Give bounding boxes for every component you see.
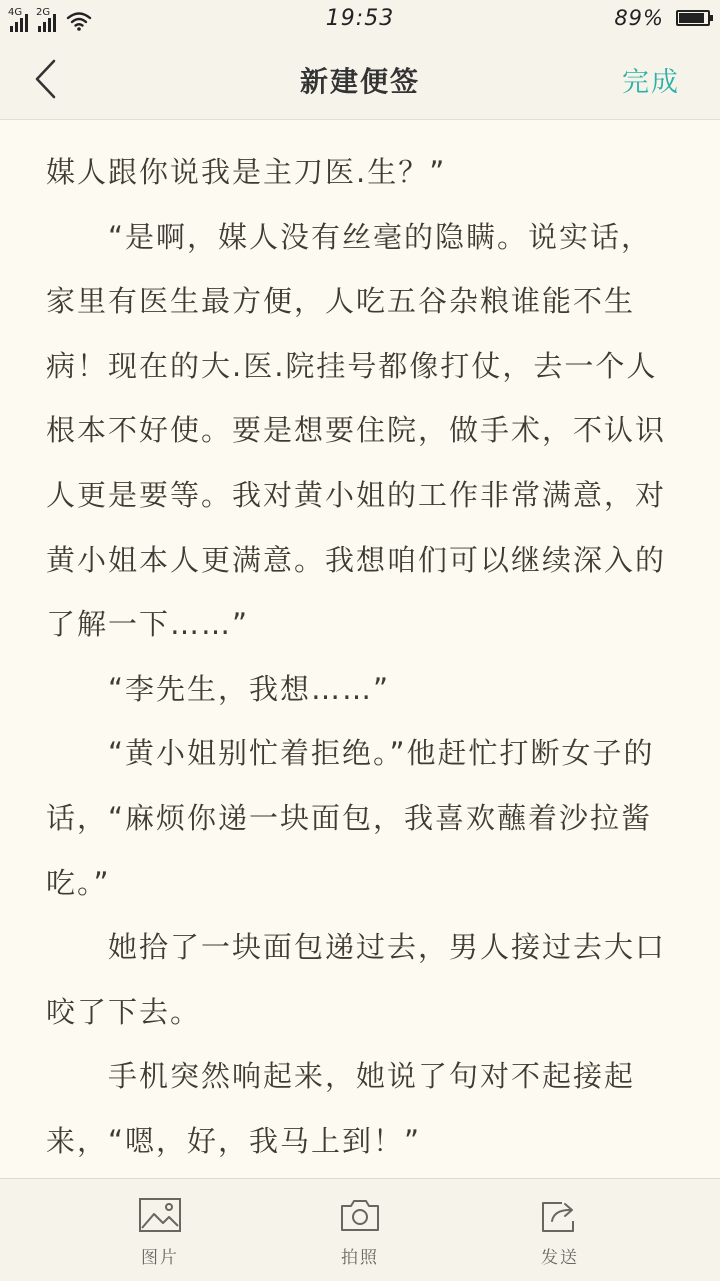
image-icon [138,1197,182,1233]
photo-label: 拍照 [341,1248,379,1268]
done-button[interactable]: 完成 [622,67,680,98]
network-type-1: 4G [8,7,23,18]
send-label: 发送 [541,1248,579,1268]
battery-icon [676,10,710,26]
share-icon [540,1197,580,1233]
status-bar [0,0,720,38]
note-body [46,140,676,1174]
paragraph: “是啊，媒人没有丝毫的隐瞒。说实话，家里有医生最方便，人吃五谷杂粮谁能不生病！现在的大.医.院挂号都像打仗，去一个人根本不好使。要是想要住院，做手术，不认识人更是要等。我对黄小姐的工作非常满意，对黄小姐本人更满意。我想咱们可以继续深入的了解一下……” [46,219,667,642]
status-right [614,6,710,30]
camera-icon [339,1197,381,1233]
network-type-2: 2G [36,7,51,18]
nav-bar [0,38,720,120]
status-time: 19:53 [325,6,395,31]
note-editor[interactable] [0,120,720,1178]
paragraph: 手机突然响起来，她说了句对不起接起来，“嗯，好，我马上到！” [46,1059,636,1158]
image-label: 图片 [141,1248,179,1268]
battery-fill [679,13,704,23]
paragraph: “黄小姐别忙着拒绝。”他赶忙打断女子的话，“麻烦你递一块面包，我喜欢蘸着沙拉酱吃。” [46,736,655,900]
clipped-text-fragment [0,120,720,128]
paragraph: 媒人跟你说我是主刀医.生？” [46,155,447,189]
image-button[interactable] [105,1197,215,1268]
paragraph: 她拾了一块面包递过去，男人接过去大口咬了下去。 [46,930,667,1029]
page-title: 新建便签 [299,65,420,98]
send-button[interactable] [505,1197,615,1268]
bottom-toolbar [0,1178,720,1281]
paragraph: “李先生，我想……” [108,671,391,706]
photo-button[interactable] [305,1197,415,1268]
battery-percent: 89% [614,6,664,30]
